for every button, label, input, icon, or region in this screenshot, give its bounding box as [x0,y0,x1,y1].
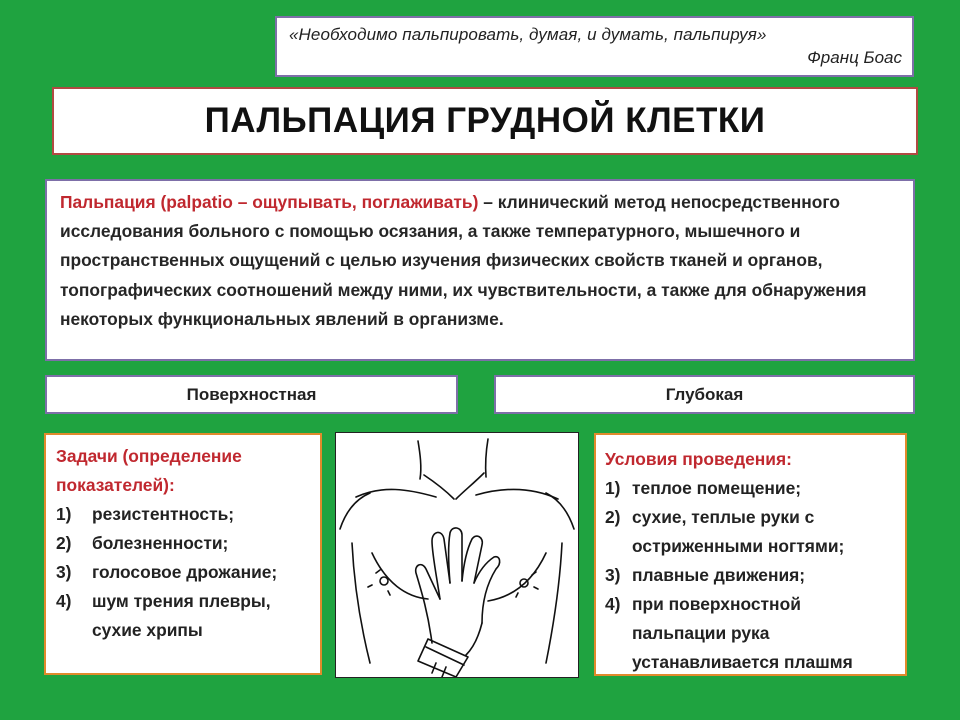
definition-term: Пальпация (palpatio – ощупывать, поглаживать) [60,192,479,212]
list-item-text: при поверхностной пальпации рука устанавливается плашмя [632,594,853,672]
list-item [56,558,314,587]
definition-box [45,179,915,361]
list-item-number: 1) [56,504,72,524]
list-item-number: 3) [605,565,621,585]
list-item [605,474,899,503]
list-item [56,500,314,529]
palpation-illustration [335,432,579,678]
list-item-text: болезненности; [92,533,229,553]
type-superficial-label: Поверхностная [45,375,458,414]
list-item-number: 2) [56,533,72,553]
list-item-number: 2) [605,507,621,527]
list-item-text: плавные движения; [632,565,806,585]
list-item-text: сухие, теплые руки с остриженными ногтями; [632,507,845,556]
list-item [605,503,899,561]
list-item-text: шум трения плевры, сухие хрипы [92,591,271,640]
list-item-number: 1) [605,478,621,498]
list-item-text: голосовое дрожание; [92,562,278,582]
type-deep-label: Глубокая [494,375,915,414]
quote-author: Франц Боас [807,48,902,67]
quote-text: «Необходимо пальпировать, думая, и думать, пальпируя» [289,25,767,44]
quote-box [275,16,914,77]
chest-palpation-drawing [336,433,578,677]
list-item-number: 4) [605,594,621,614]
page-title: ПАЛЬПАЦИЯ ГРУДНОЙ КЛЕТКИ [52,87,918,155]
definition-text: – клинический метод непосредственного исследования больного с помощью осязания, а также температурного, мышечного и пространственных ощущений с целью изучения физических свойств тканей и органов, топографических соотношений между ними, их чувствительности, а также для обнаружения некоторых функциональных явлений в организме. [60,192,867,329]
list-item-number: 4) [56,591,72,611]
list-item [605,561,899,590]
list-item-text: резистентность; [92,504,235,524]
tasks-box [44,433,322,675]
list-item-text: теплое помещение; [632,478,802,498]
list-item [56,587,314,645]
list-item [605,590,899,677]
tasks-heading: Задачи (определение показателей): [56,446,242,495]
list-item [56,529,314,558]
conditions-box [594,433,907,676]
conditions-heading: Условия проведения: [605,449,792,469]
list-item-number: 3) [56,562,72,582]
